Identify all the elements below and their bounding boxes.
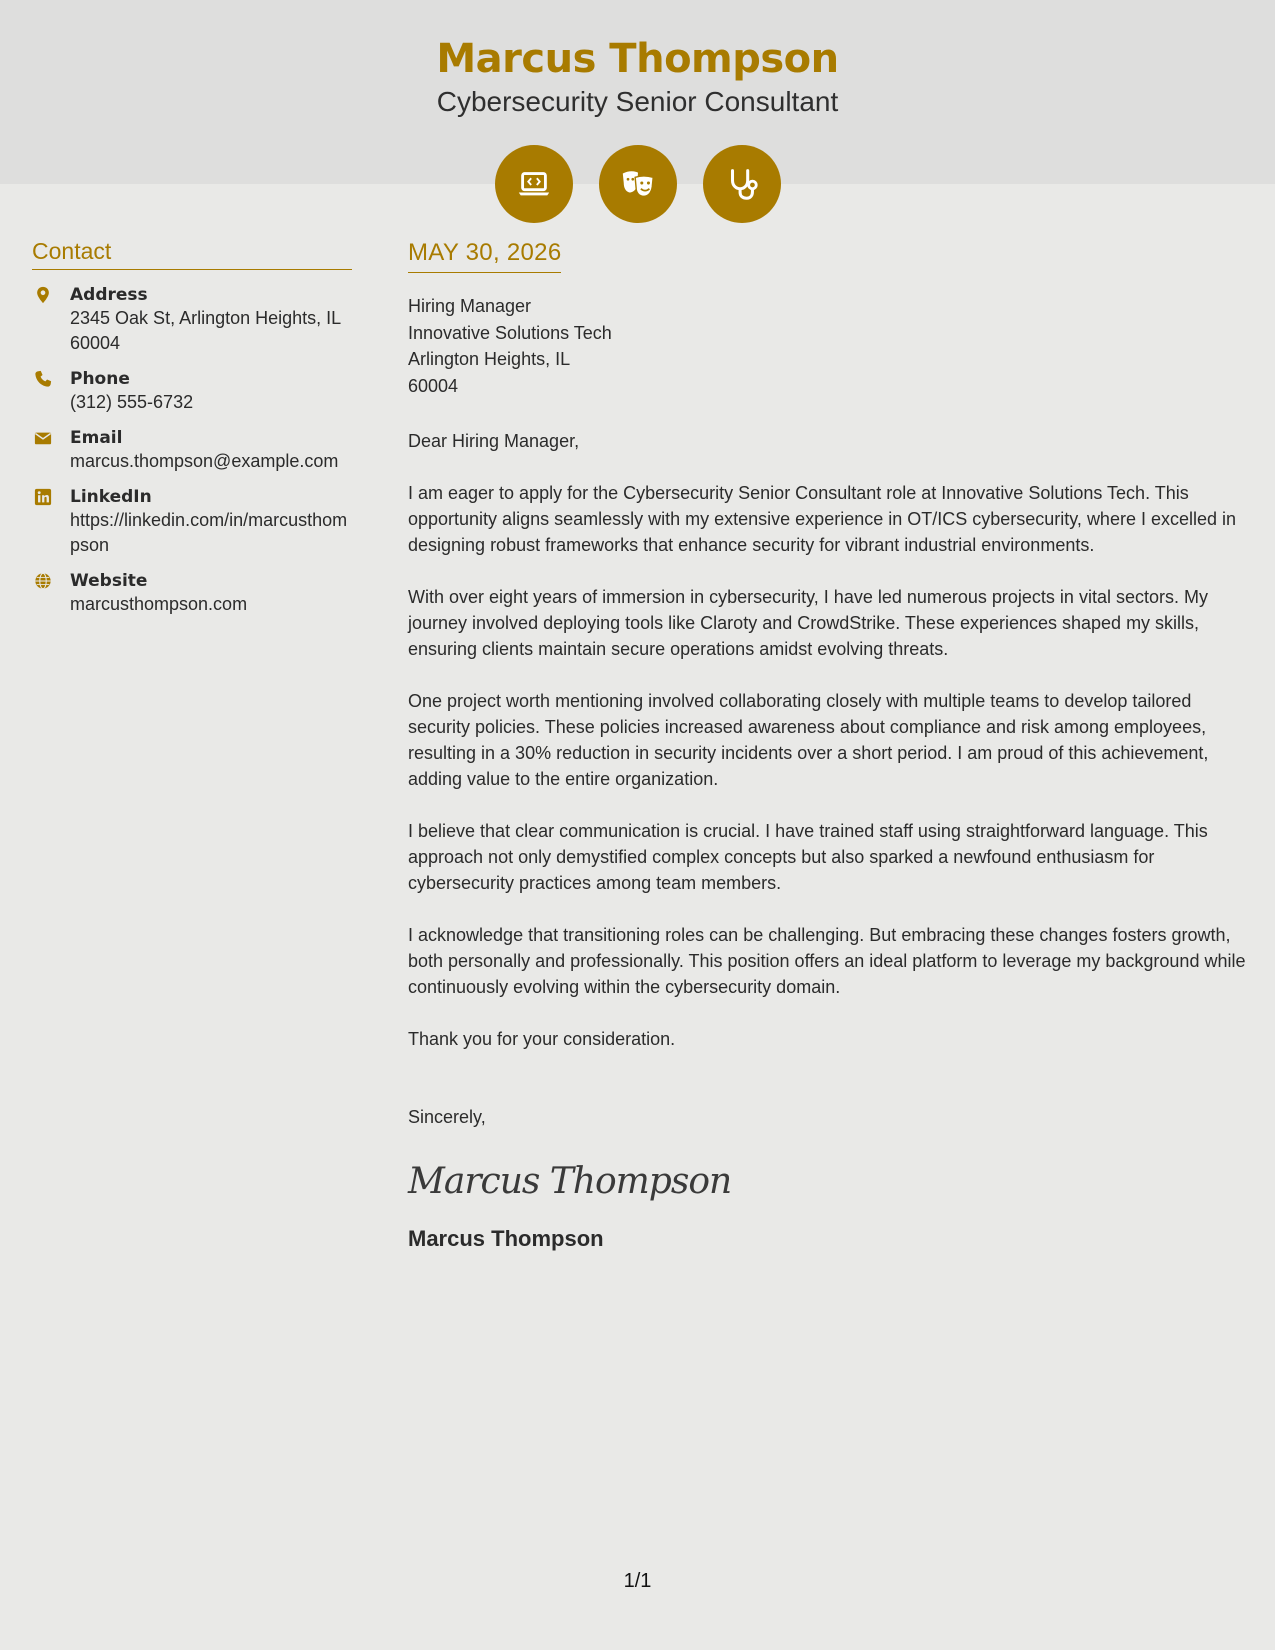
applicant-name: Marcus Thompson xyxy=(436,36,839,82)
contact-label: LinkedIn xyxy=(70,487,152,507)
greeting: Dear Hiring Manager, xyxy=(408,431,580,451)
applicant-title: Cybersecurity Senior Consultant xyxy=(436,86,839,117)
contact-phone xyxy=(32,368,352,415)
globe-icon xyxy=(34,572,52,590)
sidebar xyxy=(32,238,352,629)
stethoscope-icon xyxy=(703,145,781,223)
linkedin-icon xyxy=(34,488,52,506)
paragraph: I believe that clear communication is crucial. I have trained staff using straightforward language. This approach not only demystified complex concepts but also sparked a newfound enthusiasm for cybersecurity practices among team members. xyxy=(408,821,1208,893)
contact-linkedin xyxy=(32,486,352,558)
envelope-icon xyxy=(34,429,52,447)
recipient-line: Hiring Manager xyxy=(408,296,532,316)
signer-name: Marcus Thompson xyxy=(408,1226,604,1251)
contact-value: (312) 555-6732 xyxy=(70,392,194,412)
contact-label: Website xyxy=(70,571,148,591)
paragraph: Thank you for your consideration. xyxy=(408,1029,676,1049)
map-marker-icon xyxy=(34,286,52,304)
page-number: 1/1 xyxy=(623,1570,652,1592)
contact-label: Phone xyxy=(70,369,130,389)
paragraph: With over eight years of immersion in cybersecurity, I have led numerous projects in vital sectors. My journey involved deploying tools like Claroty and CrowdStrike. These experiences shaped my skills, ensuring clients maintain secure operations amidst evolving threats. xyxy=(408,587,1208,659)
contact-value: 2345 Oak St, Arlington Heights, IL 60004 xyxy=(70,308,341,353)
contact-value: marcus.thompson@example.com xyxy=(70,451,339,471)
contact-email xyxy=(32,427,352,474)
contact-label: Email xyxy=(70,428,123,448)
contact-label: Address xyxy=(70,285,148,305)
letter-body xyxy=(408,240,1248,1252)
contact-address xyxy=(32,284,352,356)
contact-website xyxy=(32,570,352,617)
contact-value: https://linkedin.com/in/marcusthompson xyxy=(70,510,348,555)
contact-heading: Contact xyxy=(32,238,352,270)
header-icon-row xyxy=(0,145,1275,223)
closing: Sincerely, xyxy=(408,1107,486,1127)
recipient-line: 60004 xyxy=(408,375,459,396)
laptop-code-icon xyxy=(495,145,573,223)
recipient-line: Innovative Solutions Tech xyxy=(408,322,612,343)
letter-date: MAY 30, 2026 xyxy=(408,240,561,273)
paragraph: One project worth mentioning involved collaborating closely with multiple teams to develop tailored security policies. These policies increased awareness about compliance and risk among employees, resulting in a 30% reduction in security incidents over a short period. I am proud of this achievement, adding value to the entire organization. xyxy=(408,691,1209,789)
signature: Marcus Thompson xyxy=(408,1161,732,1202)
recipient-block xyxy=(408,293,1248,399)
paragraph: I am eager to apply for the Cybersecurity Senior Consultant role at Innovative Solutions Tech. This opportunity aligns seamlessly with my extensive experience in OT/ICS cybersecurity, where I excelled in designing robust frameworks that enhance security for vibrant industrial environments. xyxy=(408,483,1237,555)
theater-masks-icon xyxy=(599,145,677,223)
recipient-line: Arlington Heights, IL xyxy=(408,349,571,369)
phone-icon xyxy=(34,370,52,388)
paragraph: I acknowledge that transitioning roles can be challenging. But embracing these changes fosters growth, both personally and professionally. This position offers an ideal platform to leverage my background while continuously evolving within the cybersecurity domain. xyxy=(408,925,1246,997)
contact-value: marcusthompson.com xyxy=(70,594,248,614)
